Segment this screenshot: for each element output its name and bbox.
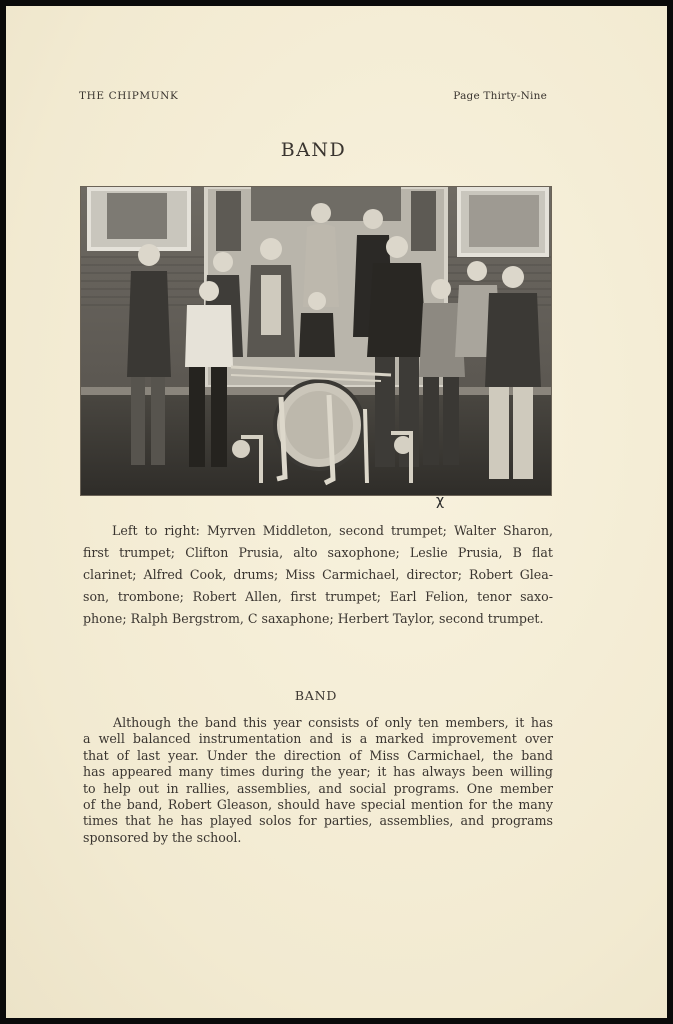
caption-line: phone; Ralph Bergstrom, C saxaphone; Herbert Taylor, second trumpet. bbox=[83, 611, 544, 626]
caption-line: clarinet; Alfred Cook, drums; Miss Carmichael, director; Robert Glea- bbox=[83, 567, 553, 582]
body-paragraph bbox=[83, 715, 553, 846]
publication-title: THE CHIPMUNK bbox=[79, 90, 179, 102]
paragraph-line: sponsored by the school. bbox=[83, 829, 242, 845]
paragraph-line: a well balanced instrumentation and is a marked improvement over bbox=[83, 731, 553, 747]
handwritten-mark: χ bbox=[436, 493, 445, 509]
caption-line: son, trombone; Robert Allen, first trumpet; Earl Felion, tenor saxo- bbox=[83, 589, 553, 604]
photo-caption bbox=[83, 520, 553, 630]
yearbook-page bbox=[6, 6, 667, 1018]
page-title: BAND bbox=[280, 139, 347, 161]
paragraph-line: times that he has played solos for parties, assemblies, and programs bbox=[83, 813, 553, 829]
paragraph-line: to help out in rallies, assemblies, and social programs. One member bbox=[83, 780, 553, 796]
caption-line: first trumpet; Clifton Prusia, alto saxophone; Leslie Prusia, B flat bbox=[83, 545, 553, 560]
caption-line: Left to right: Myrven Middleton, second trumpet; Walter Sharon, bbox=[112, 523, 553, 538]
band-photograph bbox=[80, 186, 552, 496]
page-number: Page Thirty-Nine bbox=[453, 90, 547, 102]
paragraph-line: that of last year. Under the direction of Miss Carmichael, the band bbox=[83, 747, 553, 763]
paragraph-line: of the band, Robert Gleason, should have special mention for the many bbox=[83, 797, 553, 813]
section-heading: BAND bbox=[294, 688, 338, 703]
paragraph-line: has appeared many times during the year; it has always been willing bbox=[83, 764, 553, 780]
paragraph-line: Although the band this year consists of only ten members, it has bbox=[113, 715, 553, 730]
